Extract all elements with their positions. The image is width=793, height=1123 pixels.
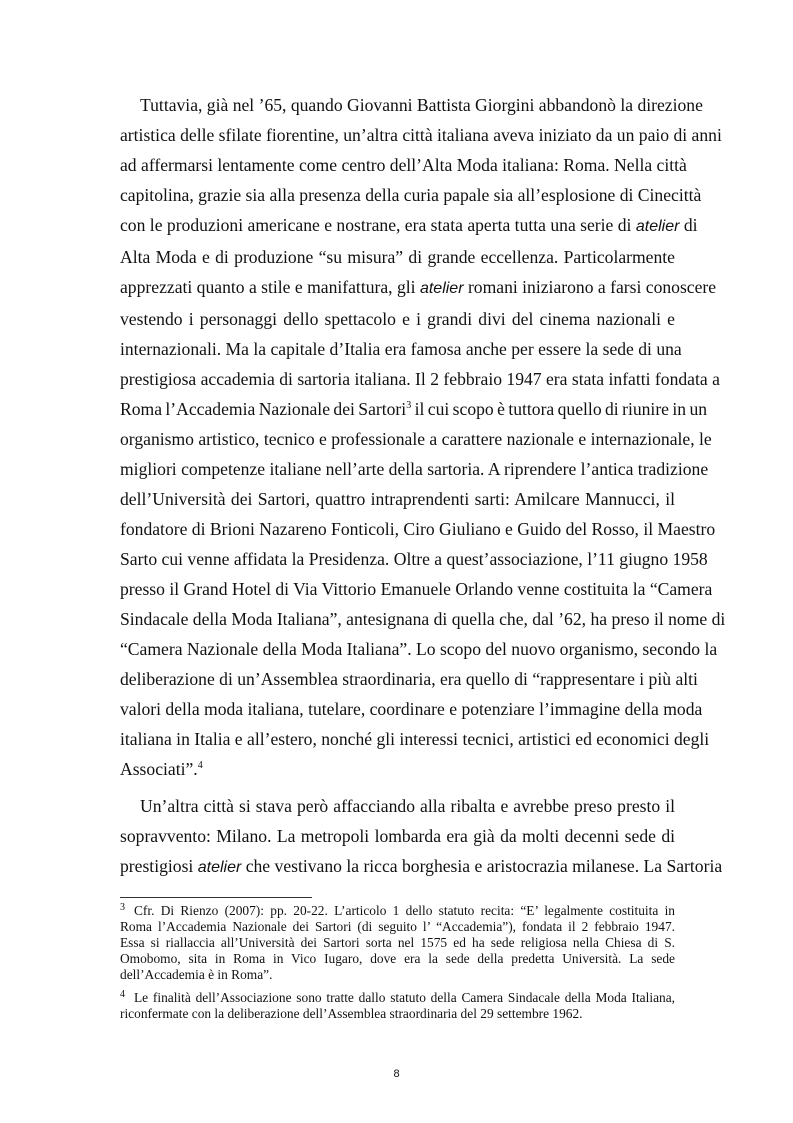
text-segment: apprezzati quanto a stile e manifattura, gli (120, 277, 416, 297)
text-line: Tuttavia, già nel ’65, quando Giovanni Battista Giorgini abbandonò la direzione (140, 95, 703, 115)
text-line: capitolina, grazie sia alla presenza della curia papale sia all’esplosione di Cinecittà (120, 185, 702, 205)
text-line (120, 394, 708, 424)
text-line: dell’Università dei Sartori, quattro intraprendenti sarti: Amilcare Mannucci, il (120, 489, 675, 509)
text-line: Sindacale della Moda Italiana”, antesignana di quella che, dal ’62, ha preso il nome di (120, 609, 726, 629)
atelier-term: atelier (635, 218, 680, 235)
footnote-3 (120, 903, 675, 983)
text-line: internazionali. Ma la capitale d’Italia era famosa anche per essere la sede di una (120, 339, 682, 359)
text-line (120, 851, 723, 883)
text-line (120, 754, 675, 784)
text-line: vestendo i personaggi dello spettacolo e i grandi divi del cinema nazionali e (120, 309, 675, 329)
text-segment: prestigiosi (120, 856, 194, 876)
text-line: migliori competenze italiane nell’arte della sartoria. A riprendere l’antica tradizione (120, 459, 709, 479)
text-line: Alta Moda e di produzione “su misura” di grande eccellenza. Particolarmente (120, 247, 675, 267)
text-segment: romani iniziarono a farsi conoscere (467, 277, 717, 297)
footnote-ref-3[interactable]: 3 (406, 400, 412, 411)
text-line: italiana in Italia e all’estero, nonché gli interessi tecnici, artistici ed economici degli (120, 729, 710, 749)
text-line: “Camera Nazionale della Moda Italiana”. Lo scopo del nuovo organismo, secondo la (120, 639, 718, 659)
atelier-term: atelier (197, 859, 242, 876)
footnote-line: riconfermate con la deliberazione dell’Assemblea straordinaria del 29 settembre 1962. (120, 1006, 583, 1021)
text-segment: il cui scopo è tuttora quello di riunire in un (414, 399, 708, 419)
text-line (120, 272, 717, 304)
body-paragraph-1 (120, 90, 726, 784)
body-paragraph-2 (120, 791, 723, 883)
text-line: deliberazione di un’Assemblea straordinaria, era quello di “rappresentare i più alti (120, 669, 698, 689)
footnote-line: 3 Cfr. Di Rienzo (2007): pp. 20-22. L’articolo 1 dello statuto recita: “E’ legalmente costituita in (120, 902, 675, 918)
text-segment: Associati”. (120, 759, 198, 779)
footnote-line: Essa si riallaccia all’Università dei Sartori sorta nel 1575 ed ha sede religiosa nella Chiesa di S. (120, 935, 675, 950)
footnote-4 (120, 990, 675, 1022)
text-segment: che vestivano la ricca borghesia e aristocrazia milanese. La Sartoria (245, 856, 723, 876)
text-line: fondatore di Brioni Nazareno Fonticoli, Ciro Giuliano e Guido del Rosso, il Maestro (120, 519, 716, 539)
text-line (120, 210, 698, 242)
text-segment: Roma l’Accademia Nazionale dei Sartori (120, 399, 407, 419)
footnote-ref-4[interactable]: 4 (197, 760, 203, 771)
footnote-line: dell’Accademia è in Roma”. (120, 967, 273, 982)
text-line: Sarto cui venne affidata la Presidenza. Oltre a quest’associazione, l’11 giugno 1958 (120, 549, 708, 569)
text-line: ad affermarsi lentamente come centro dell’Alta Moda italiana: Roma. Nella città (120, 155, 687, 175)
atelier-term: atelier (419, 280, 464, 297)
text-line: Un’altra città si stava però affacciando alla ribalta e avrebbe preso presto il (140, 796, 675, 816)
text-line: organismo artistico, tecnico e professionale a carattere nazionale e internazionale, le (120, 429, 712, 449)
text-segment: Cfr. Di Rienzo (2007): pp. 20-22. L’articolo 1 dello statuto recita: “E’ legalmente costituita in (134, 903, 675, 918)
page-number: 8 (393, 1068, 400, 1080)
footnote-separator (120, 897, 312, 898)
footnote-line: Roma l’Accademia Nazionale dei Sartori (di seguito l’ “Accademia”), fondata il 2 febbraio 1947. (120, 919, 675, 934)
text-segment: con le produzioni americane e nostrane, era stata aperta tutta una serie di (120, 215, 632, 235)
footnote-line: 4 Le finalità dell’Associazione sono tratte dallo statuto della Camera Sindacale della Moda Italiana, (120, 989, 675, 1005)
text-segment: di (683, 215, 698, 235)
text-line: prestigiosa accademia di sartoria italiana. Il 2 febbraio 1947 era stata infatti fondata a (120, 369, 720, 389)
text-line: presso il Grand Hotel di Via Vittorio Emanuele Orlando venne costituita la “Camera (120, 579, 713, 599)
text-line: valori della moda italiana, tutelare, coordinare e potenziare l’immagine della moda (120, 699, 703, 719)
text-segment: Le finalità dell’Associazione sono tratte dallo statuto della Camera Sindacale della Moda Italiana, (134, 990, 675, 1005)
text-line: artistica delle sfilate fiorentine, un’altra città italiana aveva iniziato da un paio di anni (120, 125, 722, 145)
text-line: sopravvento: Milano. La metropoli lombarda era già da molti decenni sede di (120, 826, 675, 846)
footnote-line: Omobomo, sita in Roma in Vico Iugaro, dove era la sede della predetta Università. La sede (120, 951, 675, 966)
